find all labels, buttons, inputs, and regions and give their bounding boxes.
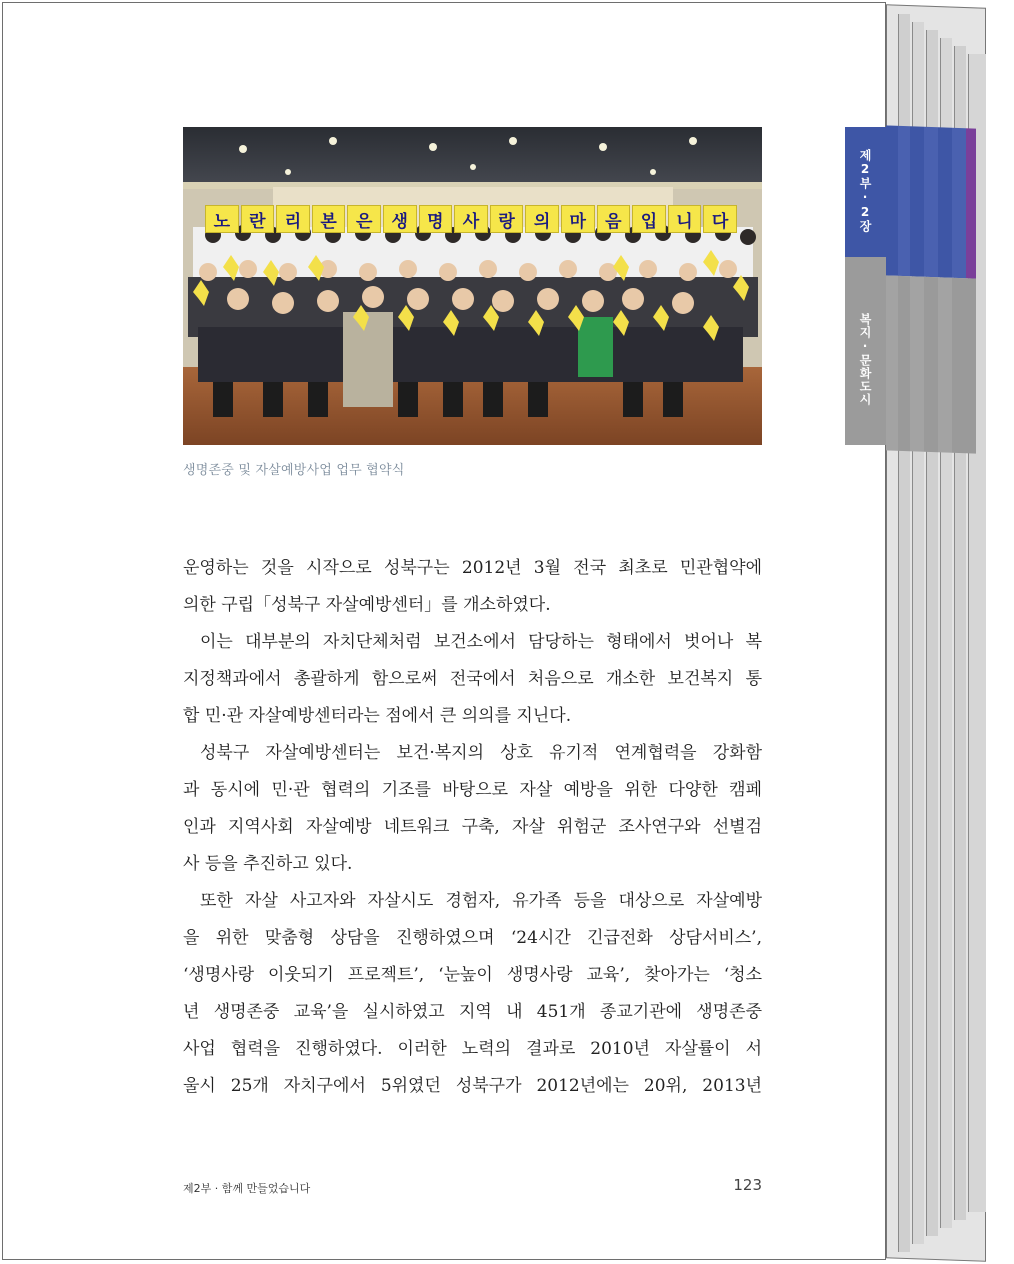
body-line: 을 위한 맞춤형 상담을 진행하였으며 ‘24시간 긴급전화 상담서비스’, bbox=[183, 928, 762, 948]
banner-char: 명 bbox=[419, 205, 453, 233]
banner-char: 본 bbox=[312, 205, 346, 233]
banner-char: 생 bbox=[383, 205, 417, 233]
photo-caption: 생명존중 및 자살예방사업 업무 협약식 bbox=[183, 463, 405, 478]
body-line: 합 민·관 자살예방센터라는 점에서 큰 의의를 지닌다. bbox=[183, 706, 572, 726]
body-line: 사 등을 추진하고 있다. bbox=[183, 854, 353, 874]
body-line: 인과 지역사회 자살예방 네트워크 구축, 자살 위험군 조사연구와 선별검 bbox=[183, 817, 762, 837]
banner-char: 다 bbox=[703, 205, 737, 233]
banner-char: 마 bbox=[561, 205, 595, 233]
body-line: 과 동시에 민·관 협력의 기조를 바탕으로 자살 예방을 위한 다양한 캠페 bbox=[183, 780, 762, 800]
banner-char: 랑 bbox=[490, 205, 524, 233]
photo-illustration bbox=[183, 127, 762, 445]
body-text bbox=[183, 550, 762, 1105]
theme-tab-label: 복지·문화도시 bbox=[858, 313, 872, 406]
banner-char: 리 bbox=[276, 205, 310, 233]
banner-char: 노 bbox=[205, 205, 239, 233]
body-line: 이는 대부분의 자치단체처럼 보건소에서 담당하는 형태에서 벗어나 복 bbox=[200, 632, 762, 652]
banner-char: 사 bbox=[454, 205, 488, 233]
stack-tab-gray bbox=[886, 275, 976, 453]
banner-char: 니 bbox=[668, 205, 702, 233]
body-line: 의한 구립「성북구 자살예방센터」를 개소하였다. bbox=[183, 595, 551, 615]
body-line: 년 생명존중 교육’을 실시하였고 지역 내 451개 종교기관에 생명존중 bbox=[183, 1002, 762, 1022]
body-line: 성북구 자살예방센터는 보건·복지의 상호 유기적 연계협력을 강화함 bbox=[200, 743, 762, 763]
body-line: 지정책과에서 총괄하게 함으로써 전국에서 처음으로 개소한 보건복지 통 bbox=[183, 669, 762, 689]
running-footer: 제2부 · 함께 만들었습니다 bbox=[183, 1182, 311, 1195]
banner-char: 의 bbox=[525, 205, 559, 233]
ribbon-message-banner bbox=[205, 205, 737, 233]
page-number: 123 bbox=[733, 1176, 762, 1194]
body-line: 운영하는 것을 시작으로 성북구는 2012년 3월 전국 최초로 민관협약에 bbox=[183, 558, 762, 578]
stack-tab-blue bbox=[886, 125, 976, 278]
banner-char: 음 bbox=[597, 205, 631, 233]
chapter-tab-label: 제2부·2장 bbox=[858, 149, 872, 233]
body-line: 울시 25개 자치구에서 5위였던 성북구가 2012년에는 20위, 2013년 bbox=[183, 1076, 762, 1096]
group-photo bbox=[183, 127, 762, 445]
banner-char: 입 bbox=[632, 205, 666, 233]
body-line: ‘생명사랑 이웃되기 프로젝트’, ‘눈높이 생명사랑 교육’, 찾아가는 ‘청소 bbox=[183, 965, 762, 985]
banner-char: 란 bbox=[241, 205, 275, 233]
body-line: 사업 협력을 진행하였다. 이러한 노력의 결과로 2010년 자살률이 서 bbox=[183, 1039, 762, 1059]
body-line: 또한 자살 사고자와 자살시도 경험자, 유가족 등을 대상으로 자살예방 bbox=[200, 891, 762, 911]
theme-tab[interactable] bbox=[845, 257, 886, 445]
chapter-tab[interactable] bbox=[845, 127, 886, 257]
banner-char: 은 bbox=[347, 205, 381, 233]
